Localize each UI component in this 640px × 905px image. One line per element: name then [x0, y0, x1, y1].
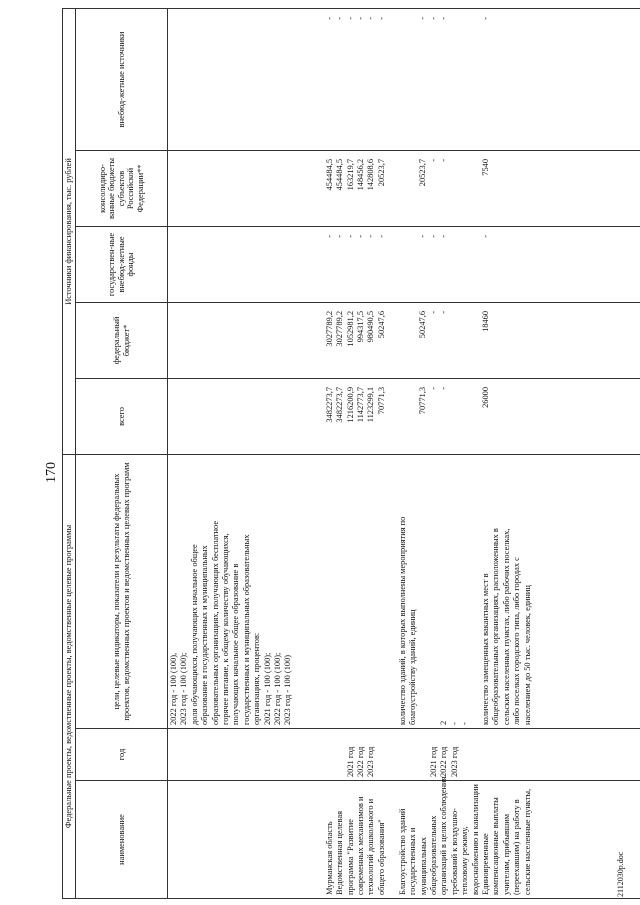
cell-line — [169, 311, 179, 375]
cell-line — [387, 458, 397, 725]
cell-line: - — [376, 234, 386, 238]
cell-line — [470, 235, 480, 299]
cell-line: 18460 — [480, 310, 490, 332]
cell-line — [460, 17, 470, 147]
cell-line — [283, 387, 293, 451]
state-funds-column — [168, 226, 640, 302]
cell-line — [304, 17, 314, 147]
cell-line — [304, 732, 314, 777]
cell-line — [314, 159, 324, 223]
cell-line — [242, 17, 252, 147]
cell-line — [450, 17, 460, 147]
cell-line — [387, 784, 397, 895]
cell-line — [273, 235, 283, 299]
cell-line — [263, 387, 273, 451]
goals-column — [168, 454, 640, 728]
cell-line — [356, 458, 366, 725]
cell-line: - — [335, 234, 345, 238]
cell-line — [263, 159, 273, 223]
cell-line — [460, 159, 470, 223]
cell-line: - — [480, 234, 490, 238]
cell-line — [242, 159, 252, 223]
cell-line: требований к воздушно- — [449, 808, 459, 895]
cell-line — [470, 159, 480, 223]
cell-line: - — [356, 16, 366, 20]
cell-line — [190, 17, 200, 147]
cell-line — [314, 311, 324, 375]
cell-line — [263, 17, 273, 147]
banner-financing: Источники финансирования, тыс. рублей — [63, 8, 76, 454]
federal-column — [168, 302, 640, 378]
cell-line — [408, 311, 418, 375]
cell-line: - — [345, 234, 355, 238]
cell-line — [200, 732, 210, 777]
cell-line — [408, 732, 418, 777]
cell-line — [450, 159, 460, 223]
cell-line: 50247,6 — [418, 310, 428, 339]
cell-line: 70771,3 — [418, 386, 428, 415]
cell-line — [190, 235, 200, 299]
cell-line — [304, 159, 314, 223]
cell-line — [294, 311, 304, 375]
cell-line — [179, 311, 189, 375]
cell-line — [398, 17, 408, 147]
cell-line: программа "Развитие — [345, 819, 355, 895]
cell-line — [419, 458, 429, 725]
cell-line: 20523,7 — [376, 158, 386, 187]
name-column — [168, 776, 640, 899]
page-number: 170 — [44, 462, 59, 483]
cell-line — [314, 235, 324, 299]
cell-line: Ведомственная целевая — [335, 811, 345, 895]
cell-line: - — [418, 234, 428, 238]
cell-line: - — [439, 386, 449, 390]
cell-line: - — [366, 16, 376, 20]
cell-line — [221, 159, 231, 223]
cell-line — [283, 311, 293, 375]
cell-line: 1123299,1 — [366, 386, 376, 423]
cell-line — [169, 732, 179, 777]
cell-line — [252, 311, 262, 375]
table-body-row — [168, 8, 640, 898]
cell-line — [242, 784, 252, 895]
cell-line — [304, 311, 314, 375]
cell-line: образовательных организациях, получающих бесплатное — [210, 520, 220, 725]
cell-line: 2023 год - 100 (100) — [283, 654, 293, 725]
banner-projects: Федеральные проекты, ведомственные проекты, ведомственные целевые программы — [63, 454, 76, 898]
cell-line: получающих начальное общее образование в — [231, 563, 241, 725]
cell-line: государственных и — [408, 827, 418, 895]
cell-line — [304, 387, 314, 451]
cell-line — [252, 732, 262, 777]
cell-line: 50247,6 — [376, 310, 386, 339]
cell-line: 142808,6 — [366, 158, 376, 191]
cell-line: государственных и муниципальных образовательных — [241, 534, 251, 725]
cell-line — [169, 17, 179, 147]
cell-line — [315, 458, 325, 725]
cell-line — [221, 732, 231, 777]
cell-line — [283, 235, 293, 299]
cell-line — [200, 159, 210, 223]
cell-line: 70771,3 — [376, 386, 386, 415]
cell-line — [179, 235, 189, 299]
cell-line — [387, 159, 397, 223]
cell-line: 1216200,9 — [345, 386, 355, 423]
cell-line: 26000 — [480, 386, 490, 408]
cell-line: - — [439, 16, 449, 20]
cell-line — [231, 235, 241, 299]
cell-line: - — [324, 16, 334, 20]
cell-line — [294, 458, 304, 725]
header-total: всего — [76, 378, 168, 454]
cell-line — [283, 732, 293, 777]
cell-line — [190, 784, 200, 895]
cell-line: 2022 год - 100 (100); — [273, 652, 283, 725]
cell-line — [190, 732, 200, 777]
cell-line — [314, 784, 324, 895]
cell-line — [200, 17, 210, 147]
cell-line: технологий дошкольного и — [366, 798, 376, 895]
cell-line — [179, 784, 189, 895]
cell-line: 2022 год - 100 (100), — [169, 652, 178, 725]
cell-line — [294, 732, 304, 777]
cell-line — [294, 17, 304, 147]
cell-line — [231, 159, 241, 223]
cell-line — [231, 784, 241, 895]
cell-line: - — [428, 234, 438, 238]
cell-line — [252, 17, 262, 147]
cell-line — [221, 311, 231, 375]
cell-line — [387, 732, 397, 777]
cell-line: 1052981,2 — [345, 310, 355, 347]
cell-line — [273, 784, 283, 895]
cell-line — [450, 311, 460, 375]
cell-line — [398, 311, 408, 375]
cell-line — [470, 311, 480, 375]
cell-line: 2021 год - 100 (100); — [262, 652, 272, 725]
cell-line — [273, 17, 283, 147]
cell-line: 2021 год — [428, 746, 438, 777]
cell-line — [470, 17, 480, 147]
cell-line — [387, 387, 397, 451]
cell-line — [294, 387, 304, 451]
cell-line — [294, 159, 304, 223]
header-goals: цели, целевые индикаторы, показатели и результаты федеральных проектов, ведомственных проектов и ведомственных целевых программ — [76, 454, 168, 728]
cell-line: - — [324, 234, 334, 238]
cell-line — [179, 159, 189, 223]
cell-line — [221, 235, 231, 299]
cell-line — [377, 732, 387, 777]
cell-line — [294, 784, 304, 895]
cell-line: 1142773,7 — [356, 386, 366, 423]
cell-line — [252, 784, 262, 895]
cell-line — [211, 732, 221, 777]
consolidated-column — [168, 150, 640, 226]
header-consolidated: консолидиро-ванные бюджеты субъектов Российской Федерации** — [76, 150, 168, 226]
header-year: год — [76, 729, 168, 781]
cell-line — [429, 458, 439, 725]
cell-line — [408, 17, 418, 147]
cell-line — [314, 732, 324, 777]
cell-line: 2022 год — [356, 746, 366, 777]
cell-line: сельские населенные пункты, — [522, 788, 532, 895]
table-header-row — [76, 8, 168, 898]
cell-line: благоустройству зданий, единиц — [408, 609, 418, 725]
cell-line: 2023 год - 100 (100); — [179, 652, 189, 725]
cell-line — [231, 732, 241, 777]
cell-line: 163219,7 — [345, 158, 355, 191]
document-reference: 2112030p.doc — [616, 851, 625, 897]
cell-line — [283, 159, 293, 223]
cell-line: организаций в целях соблюдения — [439, 776, 449, 895]
total-column — [168, 378, 640, 454]
cell-line — [398, 732, 408, 777]
cell-line: - — [428, 16, 438, 20]
cell-line: 7540 — [480, 158, 490, 176]
header-name: наименование — [76, 781, 168, 899]
cell-line: горячее питание, к общему количеству обучающихся, — [221, 533, 231, 725]
cell-line — [273, 732, 283, 777]
cell-line — [221, 387, 231, 451]
cell-line: учителям, прибывшим — [501, 813, 511, 895]
cell-line: компенсационные выплаты — [491, 797, 501, 895]
cell-line: сельских населенных пунктах, либо рабочих поселках, — [501, 528, 511, 725]
cell-line: - — [428, 310, 438, 314]
cell-line: 3027789,2 — [324, 310, 334, 347]
cell-line — [346, 458, 356, 725]
cell-line — [304, 784, 314, 895]
cell-line: 994317,5 — [356, 310, 366, 343]
cell-line: - — [439, 234, 449, 238]
cell-line — [200, 311, 210, 375]
cell-line: (переехавшим) на работу в — [512, 799, 522, 895]
cell-line — [231, 17, 241, 147]
cell-line: 980490,5 — [366, 310, 376, 343]
cell-line — [408, 387, 418, 451]
cell-line — [211, 311, 221, 375]
cell-line — [211, 17, 221, 147]
cell-line — [398, 387, 408, 451]
cell-line — [179, 387, 189, 451]
cell-line — [169, 784, 179, 895]
cell-line — [335, 458, 345, 725]
cell-line: - — [449, 722, 459, 725]
cell-line: 454484,5 — [324, 158, 334, 191]
cell-line: организациях, процентов: — [252, 632, 262, 725]
cell-line: - — [366, 234, 376, 238]
cell-line — [190, 159, 200, 223]
cell-line — [242, 387, 252, 451]
cell-line — [398, 235, 408, 299]
cell-line: Единовременные — [480, 833, 490, 895]
cell-line — [314, 387, 324, 451]
cell-line: Благоустройство зданий — [397, 808, 407, 895]
cell-line — [169, 159, 179, 223]
cell-line — [221, 17, 231, 147]
cell-line — [273, 311, 283, 375]
cell-line: доля обучающихся, получающих начальное общее — [189, 544, 199, 725]
header-federal: федеральный бюджет* — [76, 302, 168, 378]
cell-line: 2023 год — [366, 746, 376, 777]
cell-line — [242, 732, 252, 777]
cell-line — [294, 235, 304, 299]
cell-line: муниципальных — [418, 837, 428, 895]
cell-line — [325, 458, 335, 725]
cell-line — [211, 235, 221, 299]
cell-line — [408, 159, 418, 223]
cell-line: тепловому режиму, — [460, 826, 470, 895]
cell-line: 454484,5 — [335, 158, 345, 191]
cell-line: общеобразовательных организациях, расположенных в — [491, 528, 501, 725]
table-banner-row — [63, 8, 76, 898]
cell-line: - — [345, 16, 355, 20]
cell-line — [273, 159, 283, 223]
cell-line — [263, 784, 273, 895]
cell-line — [252, 159, 262, 223]
cell-line — [211, 784, 221, 895]
cell-line — [211, 387, 221, 451]
cell-line: 3482273,7 — [324, 386, 334, 423]
cell-line — [200, 784, 210, 895]
cell-line — [263, 311, 273, 375]
cell-line — [325, 732, 335, 777]
cell-line: - — [439, 310, 449, 314]
cell-line: Мурманская область — [324, 821, 334, 895]
cell-line — [273, 387, 283, 451]
cell-line — [211, 159, 221, 223]
cell-line: 20523,7 — [418, 158, 428, 187]
cell-line: количество замещенных вакантных мест в — [480, 573, 490, 725]
cell-line — [179, 17, 189, 147]
cell-line — [398, 159, 408, 223]
cell-line — [460, 387, 470, 451]
cell-line: общего образования" — [376, 819, 386, 895]
financing-table — [62, 8, 640, 899]
year-column — [168, 729, 640, 781]
cell-line — [470, 387, 480, 451]
cell-line — [418, 732, 428, 777]
cell-line — [387, 235, 397, 299]
cell-line — [408, 235, 418, 299]
cell-line — [200, 387, 210, 451]
cell-line — [242, 235, 252, 299]
cell-line: - — [428, 386, 438, 390]
cell-line — [221, 784, 231, 895]
cell-line — [190, 387, 200, 451]
extrabudget-column — [168, 8, 640, 150]
cell-line — [169, 235, 179, 299]
cell-line: образование в государственных и муниципальных — [200, 545, 210, 725]
cell-line: водоснабжению и канализации — [470, 784, 480, 895]
cell-line — [200, 235, 210, 299]
cell-line — [387, 17, 397, 147]
cell-line — [231, 387, 241, 451]
cell-line: - — [480, 16, 490, 20]
cell-line: 2022 год — [439, 746, 449, 777]
cell-line: 3027789,2 — [335, 310, 345, 347]
cell-line — [335, 732, 345, 777]
cell-line: либо поселках городского типа, либо городах с — [512, 557, 522, 725]
cell-line — [450, 235, 460, 299]
cell-line — [190, 311, 200, 375]
cell-line: общеобразовательных — [428, 815, 438, 895]
cell-line — [263, 235, 273, 299]
cell-line — [252, 235, 262, 299]
cell-line: 2021 год — [345, 746, 355, 777]
cell-line — [304, 235, 314, 299]
cell-line: - — [439, 158, 449, 162]
cell-line — [367, 458, 377, 725]
cell-line — [263, 732, 273, 777]
cell-line — [471, 458, 481, 725]
cell-line — [460, 235, 470, 299]
cell-line — [242, 311, 252, 375]
cell-line: - — [428, 158, 438, 162]
cell-line — [169, 387, 179, 451]
cell-line: населением до 50 тыс. человек, единиц — [522, 585, 532, 725]
cell-line — [314, 17, 324, 147]
header-state-funds: государствен-ные внебюд-жетные фонды — [76, 226, 168, 302]
cell-line — [304, 458, 314, 725]
header-extrabudget: внебюд-жетные источники — [76, 8, 168, 150]
cell-line — [179, 732, 189, 777]
cell-line — [283, 784, 293, 895]
cell-line: - — [460, 722, 470, 725]
cell-line: - — [335, 16, 345, 20]
cell-line: современных механизмов и — [356, 796, 366, 895]
cell-line: 3482273,7 — [335, 386, 345, 423]
cell-line — [252, 387, 262, 451]
cell-line: - — [418, 16, 428, 20]
cell-line — [283, 17, 293, 147]
cell-line — [231, 311, 241, 375]
cell-line: 2023 год — [449, 746, 459, 777]
cell-line: - — [376, 16, 386, 20]
cell-line — [450, 387, 460, 451]
cell-line: количество зданий, в которых выполнены мероприятия по — [397, 516, 407, 725]
cell-line — [460, 311, 470, 375]
cell-line — [387, 311, 397, 375]
cell-line: 2 — [439, 720, 449, 725]
cell-line: - — [356, 234, 366, 238]
cell-line: 148456,2 — [356, 158, 366, 191]
cell-line — [377, 458, 387, 725]
